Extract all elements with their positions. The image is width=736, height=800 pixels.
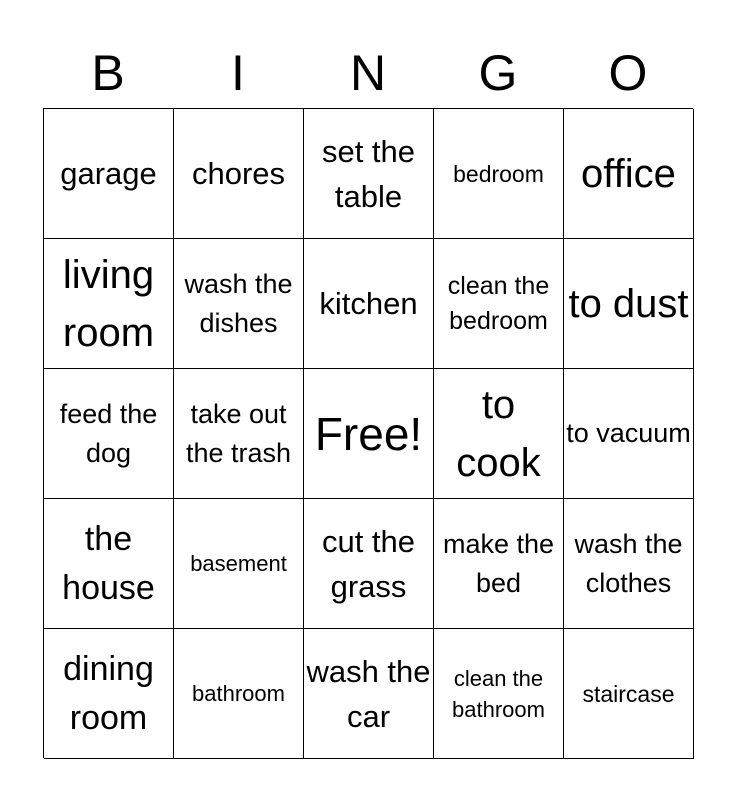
bingo-cell[interactable] bbox=[44, 369, 174, 499]
cell-label: make the bed bbox=[442, 528, 555, 598]
bingo-cell[interactable] bbox=[174, 629, 304, 759]
free-space-label: Free! bbox=[314, 407, 423, 460]
cell-label: to cook bbox=[456, 382, 541, 485]
cell-label: to dust bbox=[568, 281, 689, 326]
header-letter-i: I bbox=[231, 45, 245, 101]
bingo-cell[interactable] bbox=[174, 369, 304, 499]
cell-label: dining room bbox=[63, 649, 154, 737]
bingo-cell[interactable] bbox=[564, 109, 694, 239]
bingo-cell[interactable] bbox=[434, 109, 564, 239]
cell-label: garage bbox=[60, 156, 157, 191]
bingo-cell[interactable] bbox=[564, 629, 694, 759]
cell-label: feed the dog bbox=[59, 398, 158, 468]
cell-label: set the table bbox=[321, 133, 416, 214]
cell-label: cut the grass bbox=[321, 523, 416, 604]
bingo-cell[interactable] bbox=[304, 239, 434, 369]
cell-label: living room bbox=[62, 252, 155, 355]
bingo-cell[interactable] bbox=[44, 629, 174, 759]
bingo-cell[interactable] bbox=[174, 499, 304, 629]
bingo-cell[interactable] bbox=[304, 499, 434, 629]
free-space[interactable] bbox=[304, 369, 434, 499]
bingo-cell[interactable] bbox=[174, 109, 304, 239]
cell-label: the house bbox=[62, 519, 155, 607]
cell-label: clean the bedroom bbox=[447, 271, 550, 335]
bingo-cell[interactable] bbox=[564, 239, 694, 369]
bingo-cell[interactable] bbox=[304, 109, 434, 239]
bingo-cell[interactable] bbox=[434, 629, 564, 759]
bingo-header bbox=[43, 38, 693, 108]
cell-label: bathroom bbox=[192, 681, 285, 706]
cell-label: staircase bbox=[582, 680, 675, 707]
bingo-cell[interactable] bbox=[434, 239, 564, 369]
bingo-grid bbox=[43, 108, 693, 758]
cell-label: to vacuum bbox=[566, 418, 691, 448]
cell-label: chores bbox=[191, 156, 286, 191]
bingo-cell[interactable] bbox=[434, 369, 564, 499]
bingo-cell[interactable] bbox=[44, 499, 174, 629]
header-letter-b: B bbox=[91, 45, 125, 101]
bingo-cell[interactable] bbox=[44, 109, 174, 239]
cell-label: office bbox=[581, 151, 676, 196]
bingo-cell[interactable] bbox=[564, 499, 694, 629]
header-letter-g: G bbox=[478, 45, 518, 101]
header-letter-o: O bbox=[608, 45, 648, 101]
cell-label: bedroom bbox=[453, 160, 544, 187]
cell-label: kitchen bbox=[319, 286, 418, 321]
cell-label: clean the bathroom bbox=[452, 665, 545, 722]
cell-label: wash the car bbox=[306, 653, 431, 734]
cell-label: take out the trash bbox=[185, 398, 292, 468]
cell-label: basement bbox=[190, 551, 287, 576]
bingo-cell[interactable] bbox=[44, 239, 174, 369]
bingo-cell[interactable] bbox=[174, 239, 304, 369]
cell-label: wash the clothes bbox=[574, 528, 683, 598]
header-letter-n: N bbox=[349, 45, 387, 101]
bingo-cell[interactable] bbox=[304, 629, 434, 759]
bingo-cell[interactable] bbox=[564, 369, 694, 499]
cell-label: wash the dishes bbox=[184, 268, 293, 338]
bingo-cell[interactable] bbox=[434, 499, 564, 629]
